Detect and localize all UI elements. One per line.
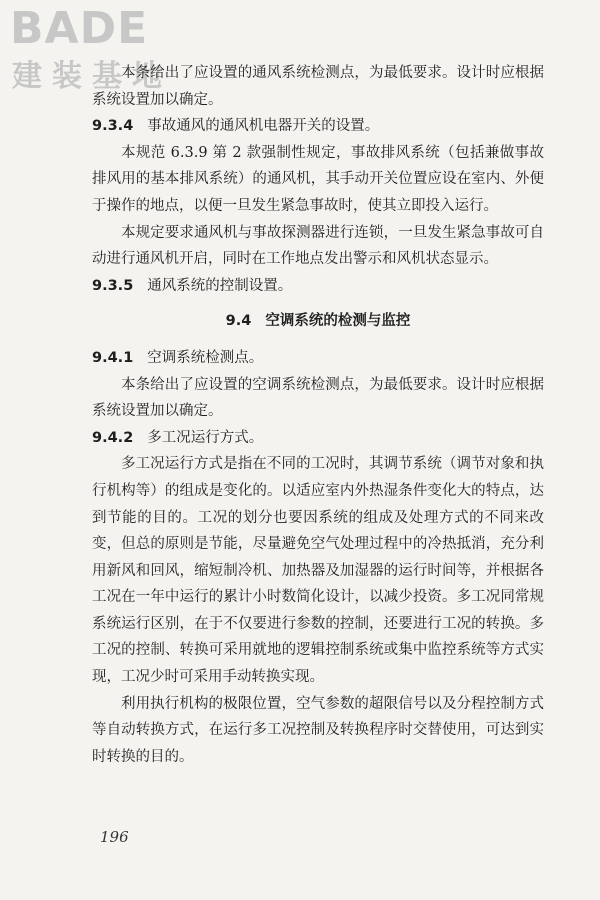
clause-number: 9.3.4 — [92, 118, 134, 135]
page-number: 196 — [100, 828, 129, 846]
section-title: 空调系统的检测与监控 — [265, 312, 411, 330]
clause-title: 通风系统的控制设置。 — [147, 277, 293, 294]
clause-title: 多工况运行方式。 — [147, 429, 264, 446]
paragraph: 利用执行机构的极限位置，空气参数的超限信号以及分程控制方式等自动转换方式，在运行多工况控制及转换程序时交替使用，可达到实时转换的目的。 — [92, 695, 544, 765]
logo-brand-text: BADE — [10, 3, 149, 54]
clause-title: 空调系统检测点。 — [147, 349, 264, 366]
logo-subtitle-text: 建装基地 — [12, 59, 172, 94]
paragraph: 本条给出了应设置的空调系统检测点，为最低要求。设计时应根据系统设置加以确定。 — [92, 376, 544, 420]
clause-heading — [92, 113, 544, 140]
clause-number: 9.4.1 — [92, 349, 134, 366]
paragraph: 多工况运行方式是指在不同的工况时，其调节系统（调节对象和执行机构等）的组成是变化的。以适应室内外热湿条件变化大的特点，达到节能的目的。工况的划分也要因系统的组成及处理方式的不同来改变，但总的原则是节能，尽量避免空气处理过程中的冷热抵消，充分利用新风和回风，缩短制冷机、加热器及加湿器的运行时间等，并根据各工况在一年中运行的累计小时数简化设计，以减少投资。多工况同常规系统运行区别，在于不仅要进行参数的控制，还要进行工况的转换。多工况的控制、转换可采用就地的逻辑控制系统或集中监控系统等方式实现，工况少时可采用手动转换实现。 — [92, 456, 544, 686]
clause-heading — [92, 345, 544, 372]
paragraph: 本条给出了应设置的通风系统检测点，为最低要求。设计时应根据系统设置加以确定。 — [92, 65, 544, 108]
paragraph: 本规范 6.3.9 第 2 款强制性规定，事故排风系统（包括兼做事故排风用的基本排风系统）的通风机，其手动开关位置应设在室内、外便于操作的地点，以便一旦发生紧急事故时，使其立即投入运行。 — [92, 144, 544, 214]
section-heading — [92, 308, 544, 335]
paragraph: 本规定要求通风机与事故探测器进行连锁，一旦发生紧急事故可自动进行通风机开启，同时在工作地点发出警示和风机状态显示。 — [92, 224, 544, 268]
section-number: 9.4 — [225, 313, 252, 330]
clause-number: 9.3.5 — [92, 277, 134, 294]
clause-heading — [92, 273, 544, 300]
clause-title: 事故通风的通风机电器开关的设置。 — [147, 118, 380, 135]
clause-heading — [92, 425, 544, 452]
page-body — [92, 60, 544, 770]
clause-number: 9.4.2 — [92, 429, 134, 446]
